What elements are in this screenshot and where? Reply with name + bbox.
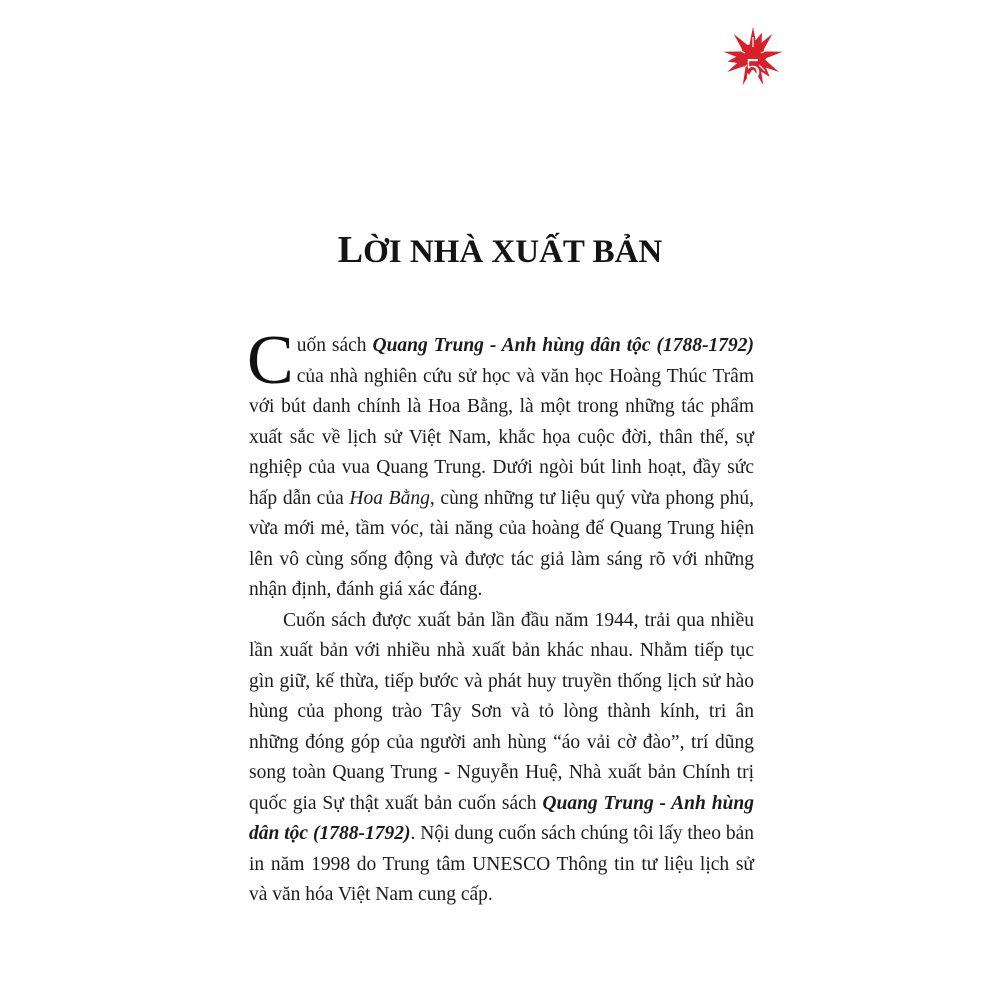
paragraph-1 — [247, 322, 754, 606]
body-text — [247, 322, 754, 911]
paragraph-2 — [249, 606, 754, 911]
paragraph-1-segment: của nhà nghiên cứu sử học và văn học Hoàng Thúc Trâm với bút danh chính là Hoa Bằng, là một trong những tác phẩm xuất sắc về lịch sử Việt Nam, khắc họa cuộc đời, thân thế, sự nghiệp của vua Quang Trung. Dưới ngòi bút linh hoạt, đầy sức hấp dẫn của — [249, 365, 754, 509]
page-number: 5 — [744, 55, 762, 85]
title-first-letter: L — [337, 229, 364, 271]
book-title-emphasis: Quang Trung - Anh hùng dân tộc (1788-1792) — [372, 335, 754, 356]
drop-cap: C — [247, 322, 294, 399]
book-title-emphasis: Quang Trung - Anh hùng dân tộc (1788-1792) — [249, 792, 754, 844]
page-number-badge — [723, 25, 783, 85]
title-rest: ỜI NHÀ XUẤT BẢN — [363, 234, 663, 270]
paragraph-2-segment: . Nội dung cuốn sách chúng tôi lấy theo bản in năm 1998 do Trung tâm UNESCO Thông tin tư liệu lịch sử và văn hóa Việt Nam cung cấp. — [249, 823, 754, 905]
author-name-emphasis: Hoa Bằng — [349, 487, 430, 509]
paragraph-1-segment: uốn sách — [296, 335, 373, 356]
paragraph-1-segment: , cùng những tư liệu quý vừa phong phú, vừa mới mẻ, tầm vóc, tài năng của hoàng đế Quang Trung hiện lên vô cùng sống động và được tác giả làm sáng rõ với những nhận định, đánh giá xác đáng. — [249, 487, 754, 600]
page-title — [0, 228, 1000, 274]
paragraph-2-segment: Cuốn sách được xuất bản lần đầu năm 1944, trải qua nhiều lần xuất bản với nhiều nhà xuất bản khác nhau. Nhằm tiếp tục gìn giữ, kế thừa, tiếp bước và phát huy truyền thống lịch sử hào hùng của phong trào Tây Sơn và tỏ lòng thành kính, tri ân những đóng góp của người anh hùng “áo vải cờ đào”, trí dũng song toàn Quang Trung - Nguyễn Huệ, Nhà xuất bản Chính trị quốc gia Sự thật xuất bản cuốn sách — [249, 609, 754, 814]
